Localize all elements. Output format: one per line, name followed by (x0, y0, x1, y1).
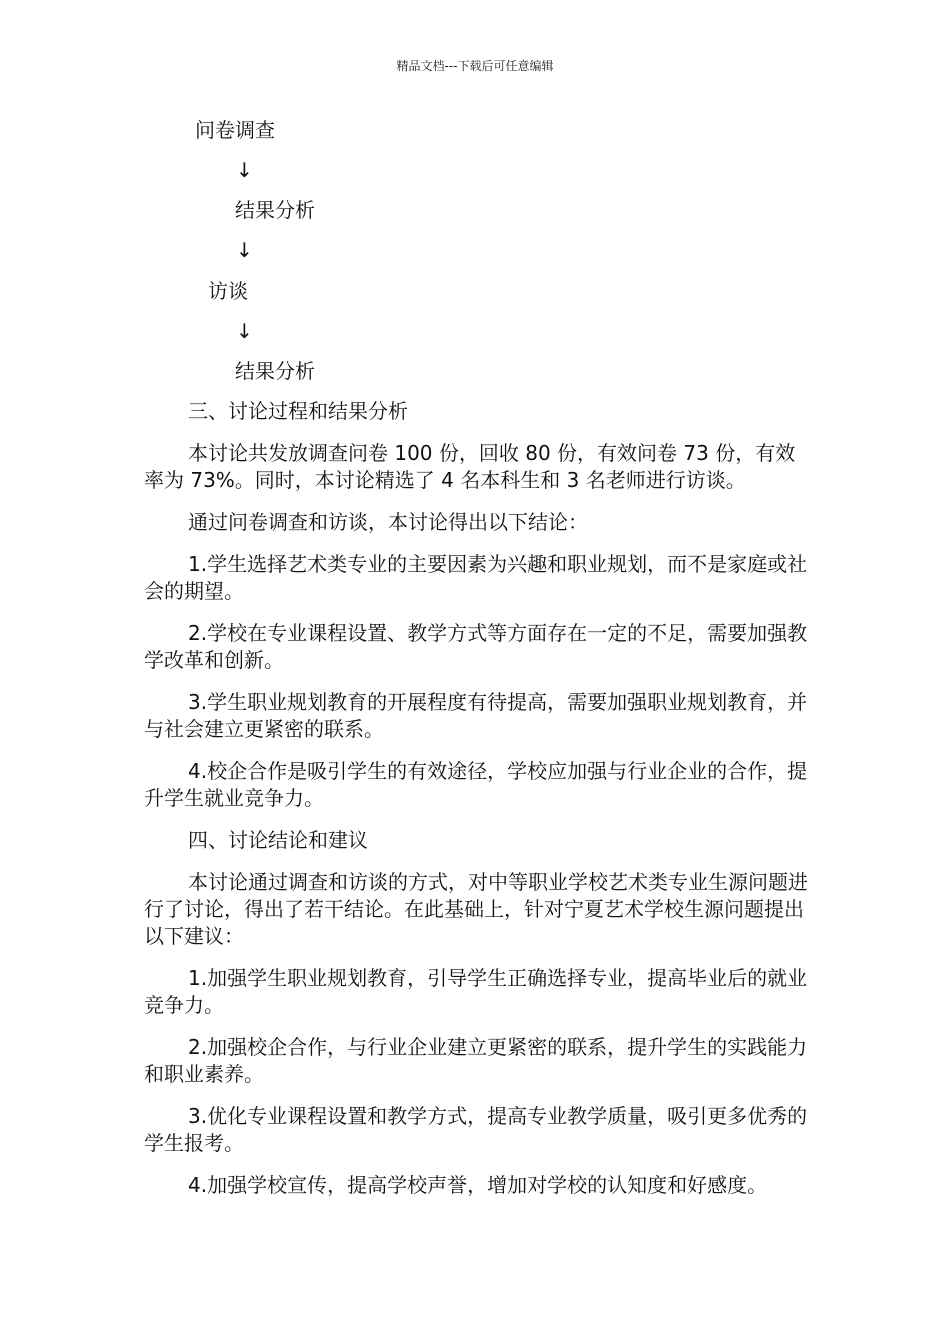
section-4-paragraph-1: 本讨论通过调查和访谈的方式，对中等职业学校艺术类专业生源问题进行了讨论，得出了若干结论。在此基础上，针对宁夏艺术学校生源问题提出以下建议： (144, 870, 808, 948)
section-3-paragraph-1: 本讨论共发放调查问卷 100 份，回收 80 份，有效问卷 73 份，有效率为 73%。同时，本讨论精选了 4 名本科生和 3 名老师进行访谈。 (144, 441, 796, 492)
conclusion-item: 2.学校在专业课程设置、教学方式等方面存在一定的不足，需要加强教学改革和创新。 (144, 621, 808, 672)
flow-step-analysis: 结果分析 (235, 198, 315, 222)
flow-step-analysis-2: 结果分析 (235, 359, 315, 383)
suggestion-item: 2.加强校企合作，与行业企业建立更紧密的联系，提升学生的实践能力和职业素养。 (144, 1035, 808, 1086)
flow-step-survey: 问卷调查 (195, 118, 275, 142)
suggestion-item: 3.优化专业课程设置和教学方式，提高专业教学质量，吸引更多优秀的学生报考。 (144, 1104, 808, 1155)
down-arrow-icon: ↓ (236, 158, 253, 182)
section-3-heading: 三、讨论过程和结果分析 (188, 399, 408, 423)
down-arrow-icon: ↓ (236, 319, 253, 343)
down-arrow-icon: ↓ (236, 238, 253, 262)
document-body (144, 398, 809, 1214)
page-header: 精品文档---下载后可任意编辑 (396, 59, 554, 73)
section-4-heading: 四、讨论结论和建议 (188, 828, 368, 852)
conclusion-item: 4.校企合作是吸引学生的有效途径，学校应加强与行业企业的合作，提升学生就业竞争力。 (144, 759, 808, 810)
section-3-paragraph-2: 通过问卷调查和访谈，本讨论得出以下结论： (188, 510, 588, 534)
suggestion-item: 1.加强学生职业规划教育，引导学生正确选择专业，提高毕业后的就业竞争力。 (144, 966, 808, 1017)
conclusion-item: 1.学生选择艺术类专业的主要因素为兴趣和职业规划，而不是家庭或社会的期望。 (144, 552, 808, 603)
conclusion-item: 3.学生职业规划教育的开展程度有待提高，需要加强职业规划教育，并与社会建立更紧密的联系。 (144, 690, 808, 741)
flow-step-interview: 访谈 (208, 279, 248, 303)
suggestion-item: 4.加强学校宣传，提高学校声誉，增加对学校的认知度和好感度。 (188, 1173, 768, 1197)
